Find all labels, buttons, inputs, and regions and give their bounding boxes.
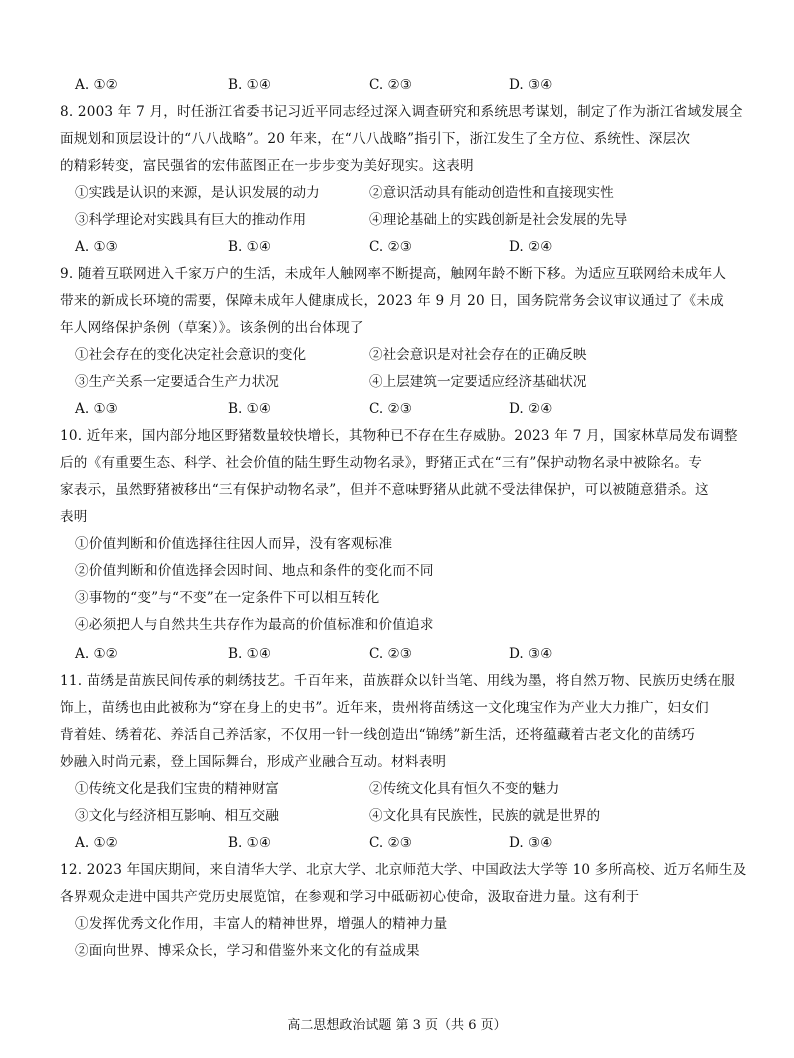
q9-choices-row-1 (75, 346, 715, 364)
q10-choice-4: ④必须把人与自然共生共存作为最高的价值标准和价值追求 (75, 617, 434, 633)
q9-choices-row-2 (75, 373, 715, 391)
q11-option-a: A. ①② (75, 835, 118, 851)
q8-choices-row-2 (75, 211, 715, 229)
q11-options (75, 834, 715, 852)
q12-stem-line-2: 各界观众走进中国共产党历史展览馆，在参观和学习中砥砺初心使命，汲取奋进力量。这有利于 (60, 889, 640, 905)
q12-stem-line-1: 12. 2023 年国庆期间，来自清华大学、北京大学、北京师范大学、中国政法大学等 10 多所高校、近万名师生及 (60, 862, 747, 878)
q7-options (75, 76, 715, 94)
q8-stem-line-3: 的精彩转变，富民强省的宏伟蓝图正在一步步变为美好现实。这表明 (60, 158, 474, 174)
q7-option-b: B. ①④ (228, 77, 272, 93)
q10-choice-3: ③事物的“变”与“不变”在一定条件下可以相互转化 (75, 590, 380, 606)
q11-choices-row-2 (75, 807, 715, 825)
q12-choice-1: ①发挥优秀文化作用，丰富人的精神世界，增强人的精神力量 (75, 916, 448, 932)
q10-stem-line-4: 表明 (60, 509, 88, 525)
q9-stem-line-3: 年人网络保护条例（草案）》。该条例的出台体现了 (60, 320, 364, 336)
q8-stem-line-2: 面规划和顶层设计的“八八战略”。20 年来，在“八八战略”指引下，浙江发生了全方位、系统性、深层次 (60, 131, 691, 147)
q9-choice-3: ③生产关系一定要适合生产力状况 (75, 374, 279, 390)
q8-stem-line-1: 8. 2003 年 7 月，时任浙江省委书记习近平同志经过深入调查研究和系统思考谋划，制定了作为浙江省域发展全 (60, 104, 743, 120)
q11-option-b: B. ①④ (228, 835, 272, 851)
q9-options (75, 400, 715, 418)
q9-stem-line-1: 9. 随着互联网进入千家万户的生活，未成年人触网率不断提高，触网年龄不断下移。为适应互联网给未成年人 (60, 266, 727, 282)
q8-option-a: A. ①③ (75, 239, 118, 255)
q9-stem-line-2: 带来的新成长环境的需要，保障未成年人健康成长，2023 年 9 月 20 日，国务院常务会议审议通过了《未成 (60, 293, 724, 309)
q12-choice-2: ②面向世界、博采众长，学习和借鉴外来文化的有益成果 (75, 943, 420, 959)
q11-choice-1: ①传统文化是我们宝贵的精神财富 (75, 781, 279, 797)
q8-option-d: D. ②④ (509, 239, 553, 255)
q10-option-a: A. ①② (75, 646, 118, 662)
q9-choice-1: ①社会存在的变化决定社会意识的变化 (75, 347, 307, 363)
q10-option-c: C. ②③ (369, 646, 412, 662)
q7-option-d: D. ③④ (509, 77, 553, 93)
q10-options (75, 645, 715, 663)
q9-option-b: B. ①④ (228, 401, 272, 417)
q8-choice-2: ②意识活动具有能动创造性和直接现实性 (369, 185, 614, 201)
q9-option-a: A. ①③ (75, 401, 118, 417)
q8-choices-row-1 (75, 184, 715, 202)
q9-option-c: C. ②③ (369, 401, 412, 417)
q7-option-c: C. ②③ (369, 77, 412, 93)
q8-options (75, 238, 715, 256)
q11-stem-line-2: 饰上，苗绣也由此被称为“穿在身上的史书”。近年来，贵州将苗绣这一文化瑰宝作为产业大力推广，妇女们 (60, 700, 709, 716)
q10-stem-line-3: 家表示，虽然野猪被移出“三有保护动物名录”，但并不意味野猪从此就不受法律保护，可以被随意猎杀。这 (60, 482, 709, 498)
q8-choice-3: ③科学理论对实践具有巨大的推动作用 (75, 212, 307, 228)
q9-choice-2: ②社会意识是对社会存在的正确反映 (369, 347, 587, 363)
q11-option-c: C. ②③ (369, 835, 412, 851)
q10-option-d: D. ③④ (509, 646, 553, 662)
page-footer: 高二思想政治试题 第 3 页（共 6 页） (287, 1018, 507, 1033)
q10-choice-1: ①价值判断和价值选择往往因人而异，没有客观标准 (75, 536, 393, 552)
q9-choice-4: ④上层建筑一定要适应经济基础状况 (369, 374, 587, 390)
q8-choice-1: ①实践是认识的来源，是认识发展的动力 (75, 185, 320, 201)
q10-stem-line-1: 10. 近年来，国内部分地区野猪数量较快增长，其物种已不存在生存威胁。2023 年 7 月，国家林草局发布调整 (60, 428, 738, 444)
q10-choice-2: ②价值判断和价值选择会因时间、地点和条件的变化而不同 (75, 563, 434, 579)
q7-option-a: A. ①② (75, 77, 118, 93)
q8-option-c: C. ②③ (369, 239, 412, 255)
q11-choice-2: ②传统文化具有恒久不变的魅力 (369, 781, 560, 797)
q11-choices-row-1 (75, 780, 715, 798)
q9-option-d: D. ②④ (509, 401, 553, 417)
q11-option-d: D. ③④ (509, 835, 553, 851)
q10-option-b: B. ①④ (228, 646, 272, 662)
q11-stem-line-4: 妙融入时尚元素，登上国际舞台，形成产业融合互动。材料表明 (60, 754, 447, 770)
q11-choice-4: ④文化具有民族性，民族的就是世界的 (369, 808, 601, 824)
q10-stem-line-2: 后的《有重要生态、科学、社会价值的陆生野生动物名录》，野猪正式在“三有”保护动物名录中被除名。专 (60, 455, 703, 471)
q8-choice-4: ④理论基础上的实践创新是社会发展的先导 (369, 212, 628, 228)
q8-option-b: B. ①④ (228, 239, 272, 255)
q11-stem-line-1: 11. 苗绣是苗族民间传承的刺绣技艺。千百年来，苗族群众以针当笔、用线为墨，将自然万物、民族历史绣在服 (60, 673, 736, 689)
q11-stem-line-3: 背着娃、绣着花、养活自己养活家，不仅用一针一线创造出“锦绣”新生活，还将蕴藏着古老文化的苗绣巧 (60, 727, 696, 743)
q11-choice-3: ③文化与经济相互影响、相互交融 (75, 808, 279, 824)
